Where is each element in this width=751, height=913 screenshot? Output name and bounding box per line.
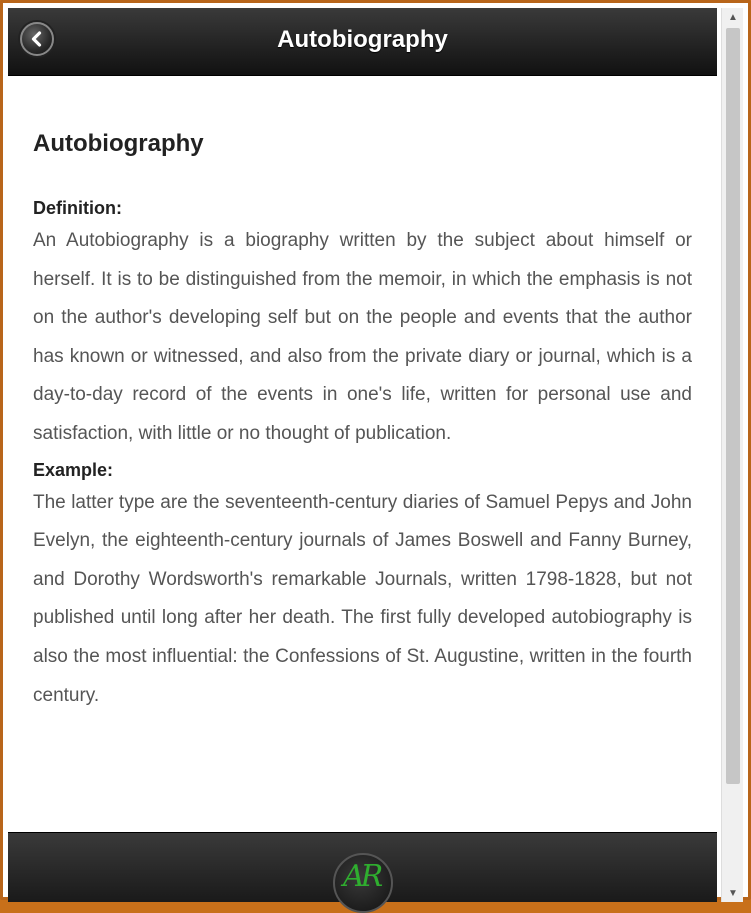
header-bar [8,8,717,76]
vertical-scrollbar[interactable] [721,8,743,902]
header-title: Autobiography [277,26,448,53]
scroll-thumb[interactable] [726,28,740,784]
app-viewport [8,8,743,899]
scroll-down-icon[interactable]: ▼ [728,887,738,899]
definition-label: Definition: [33,198,122,218]
definition-text: An Autobiography is a biography written by the subject about himself or herself. It is to be distinguished from the memoir, in which the emphasis is not on the author's developing self but on the people and events that the author has known or witnessed, and also from the private diary or journal, which is a day-to-day record of the events in one's life, written for personal use and satisfaction, with little or no thought of publication. [33,230,692,444]
page-title: Autobiography [33,130,204,157]
logo-text: AR [343,859,380,894]
content-area [8,76,717,832]
footer-bar [8,832,717,902]
app-logo [333,853,393,913]
example-text: The latter type are the seventeenth-century diaries of Samuel Pepys and John Evelyn, the eighteenth-century journals of James Boswell and Fanny Burney, and Dorothy Wordsworth's remarkable Journals, written 1798-1828, but not published until long after her death. The first fully developed autobiography is also the most influential: the Confessions of St. Augustine, written in the fourth century. [33,491,692,706]
example-label: Example: [33,459,114,480]
scroll-up-icon[interactable]: ▲ [728,11,738,23]
